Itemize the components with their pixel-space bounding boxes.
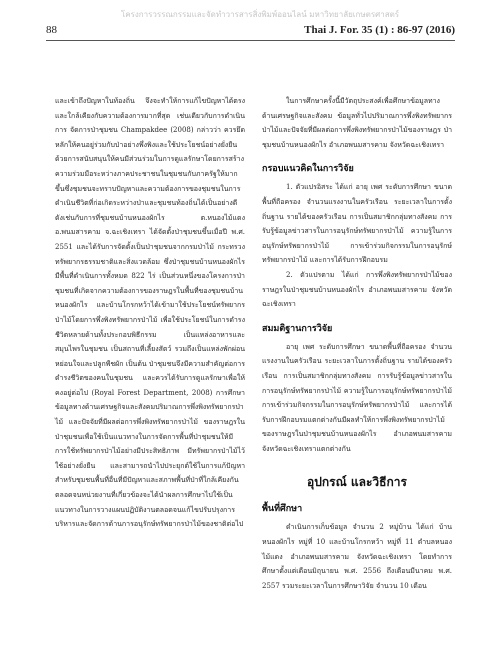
objective-paragraph: ในการศึกษาครั้งนี้มีวัตถุประสงค์เพื่อศึกษาข้อมูลทางด้านเศรษฐกิจและสังคม ข้อมูลทั่วไปปริมาณการพึ่งพิงทรัพยากรป่าไม้และปัจจัยที่มีผลต่อการพึ่งพิงทรัพยากรป่าไม้ของราษฎร ป่าชุมชนบ้านหนองผักไร อำเภอพนมสารคาม จังหวัดฉะเชิงเทรา <box>262 97 452 149</box>
left-column <box>55 94 245 532</box>
methods-heading: อุปกรณ์ และวิธีการ <box>307 475 407 490</box>
journal-citation: Thai J. For. 35 (1) : 86-97 (2016) <box>304 24 455 36</box>
watermark-text: โครงการวรรณกรรมและจัดทำวารสารสิ่งพิมพ์ออนไลน์ มหาวิทยาลัยเกษตรศาสตร์ <box>120 10 400 19</box>
page-number: 88 <box>46 24 57 36</box>
header-rule <box>46 40 455 41</box>
hypothesis-heading: สมมติฐานการวิจัย <box>262 323 333 334</box>
concept-heading: กรอบแนวคิดในการวิจัย <box>262 164 354 175</box>
study-area-heading: พื้นที่ศึกษา <box>262 504 303 515</box>
concept-paragraph-1: 1. ตัวแปรอิสระ ได้แก่ อายุ เพศ ระดับการศึกษา ขนาดพื้นที่ถือครอง จำนวนแรงงานในครัวเรือน ระยะเวลาในการตั้งถิ่นฐาน รายได้ของครัวเรือน การเป็นสมาชิกกลุ่มทางสังคม การรับรู้ข้อมูลข่าวสารในการอนุรักษ์ทรัพยากรป่าไม้ ความรู้ในการอนุรักษ์ทรัพยากรป่าไม้ การเข้าร่วมกิจกรรมในการอนุรักษ์ทรัพยากรป่าไม้ และการได้รับการฝึกอบรม <box>262 183 452 265</box>
right-column <box>262 94 452 593</box>
study-area-paragraph: ดำเนินการเก็บข้อมูล จำนวน 2 หมู่บ้าน ได้แก่ บ้านหนองผักไร หมู่ที่ 10 และบ้านโกรกหว้า หมู่ที่ 11 ตำบลหนองไม้แดง อำเภอพนมสารคาม จังหวัดฉะเชิงเทรา โดยทำการศึกษาตั้งแต่เดือนมิถุนายน พ.ศ. 2556 ถึงเดือนมีนาคม พ.ศ. 2557 รวมระยะเวลาในการศึกษาวิจัย จำนวน 10 เดือน <box>262 523 452 590</box>
concept-paragraph-2: 2. ตัวแปรตาม ได้แก่ การพึ่งพิงทรัพยากรป่าไม้ของราษฎรในป่าชุมชนบ้านหนองผักไร อำเภอพนมสารคาม จังหวัดฉะเชิงเทรา <box>262 270 452 309</box>
left-paragraph: และเข้าถึงปัญหาในท้องถิ่น จึงจะทำให้การแก้ไขปัญหาได้ตรงและใกล้เคียงกับความต้องการมากที่สุด เช่นเดียวกับการดำเนินการ จัดการป่าชุมชน Champakdee (2008) กล่าวว่า ควรยึดหลักให้คนอยู่ร่วมกับป่าอย่างพึ่งพิงและใช้ประโยชน์อย่างยั่งยืน ด้วยการสนับสนุนให้คนมีส่วนร่วมในการดูแลรักษาโดยการสร้างความร่วมมือระหว่างภาคประชาชนในชุมชนกับภาครัฐให้มากขึ้นซึ่งชุมชนจะทราบปัญหาและความต้องการของชุมชนในการดำเนินชีวิตที่ก่อเกิดระหว่างป่าและชุมชนท้องถิ่นได้เป็นอย่างดี ดังเช่นกับการที่ชุมชนบ้านหนองผักไร ต.หนองไม้แดง อ.พนมสารคาม จ.ฉะเชิงเทรา ได้จัดตั้งป่าชุมชนขึ้นเมื่อปี พ.ศ. 2551 และได้รับการจัดตั้งเป็นป่าชุมชนจากกรมป่าไม้ กระทรวงทรัพยากรธรรมชาติและสิ่งแวดล้อม ซึ่งป่าชุมชนบ้านหนองผักไร มีพื้นที่ดำเนินการทั้งหมด 822 ไร่ เป็นส่วนหนึ่งของโครงการป่าชุมชนที่เกิดจากความต้องการของราษฎรในพื้นที่ของชุมชนบ้านหนองผักไร และบ้านโกรกหว้าได้เข้ามาใช้ประโยชน์ทรัพยากรป่าไม้โดยการพึ่งพิงทรัพยากรป่าไม้ เพื่อใช้ประโยชน์ในการดำรงชีวิตหลายด้านทั้งประกอบพิธีกรรม เป็นแหล่งอาหารและสมุนไพรในชุมชน เป็นสถานที่เลี้ยงสัตว์ รวมถึงเป็นแหล่งพักผ่อนหย่อนใจและปลูกพืชผัก เป็นต้น ป่าชุมชนจึงมีความสำคัญต่อการดำรงชีวิตของคนในชุมชน และควรได้รับการดูแลรักษาเพื่อให้คงอยู่ต่อไป (Royal Forest Department, 2008) การศึกษาข้อมูลทางด้านเศรษฐกิจและสังคมปริมาณการพึ่งพิงทรัพยากรป่าไม้ และปัจจัยที่มีผลต่อการพึ่งพิงทรัพยากรป่าไม้ ของราษฎรในป่าชุมชนเพื่อใช้เป็นแนวทางในการจัดการพื้นที่ป่าชุมชนให้มีการใช้ทรัพยากรป่าไม้อย่างมีประสิทธิภาพ มีทรัพยากรป่าไม้ไว้ใช้อย่างยั่งยืน และสามารถนำไปประยุกต์ใช้ในการแก้ปัญหาสำหรับชุมชนพื้นที่อื่นที่มีปัญหาและสภาพพื้นที่ป่าที่ใกล้เคียงกันตลอดจนหน่วยงานที่เกี่ยวข้องจะได้นำผลการศึกษาไปใช้เป็นแนวทางในการวางแผนปฏิบัติงานตลอดจนแก้ไขปรับปรุงการบริหารและจัดการด้านการอนุรักษ์ทรัพยากรป่าไม้ของชาติต่อไป <box>55 97 245 529</box>
hypothesis-paragraph: อายุ เพศ ระดับการศึกษา ขนาดพื้นที่ถือครอง จำนวนแรงงานในครัวเรือน ระยะเวลาในการตั้งถิ่นฐาน รายได้ของครัวเรือน การเป็นสมาชิกกลุ่มทางสังคม การรับรู้ข้อมูลข่าวสารในการอนุรักษ์ทรัพยากรป่าไม้ ความรู้ในการอนุรักษ์ทรัพยากรป่าไม้ การเข้าร่วมกิจกรรมในการอนุรักษ์ทรัพยากรป่าไม้ และการได้รับการฝึกอบรมแตกต่างกันมีผลทำให้การพึ่งพิงทรัพยากรป่าไม้ของราษฎรในป่าชุมชนบ้านหนองผักไร อำเภอพนมสารคาม จังหวัดฉะเชิงเทราแตกต่างกัน <box>262 342 452 453</box>
